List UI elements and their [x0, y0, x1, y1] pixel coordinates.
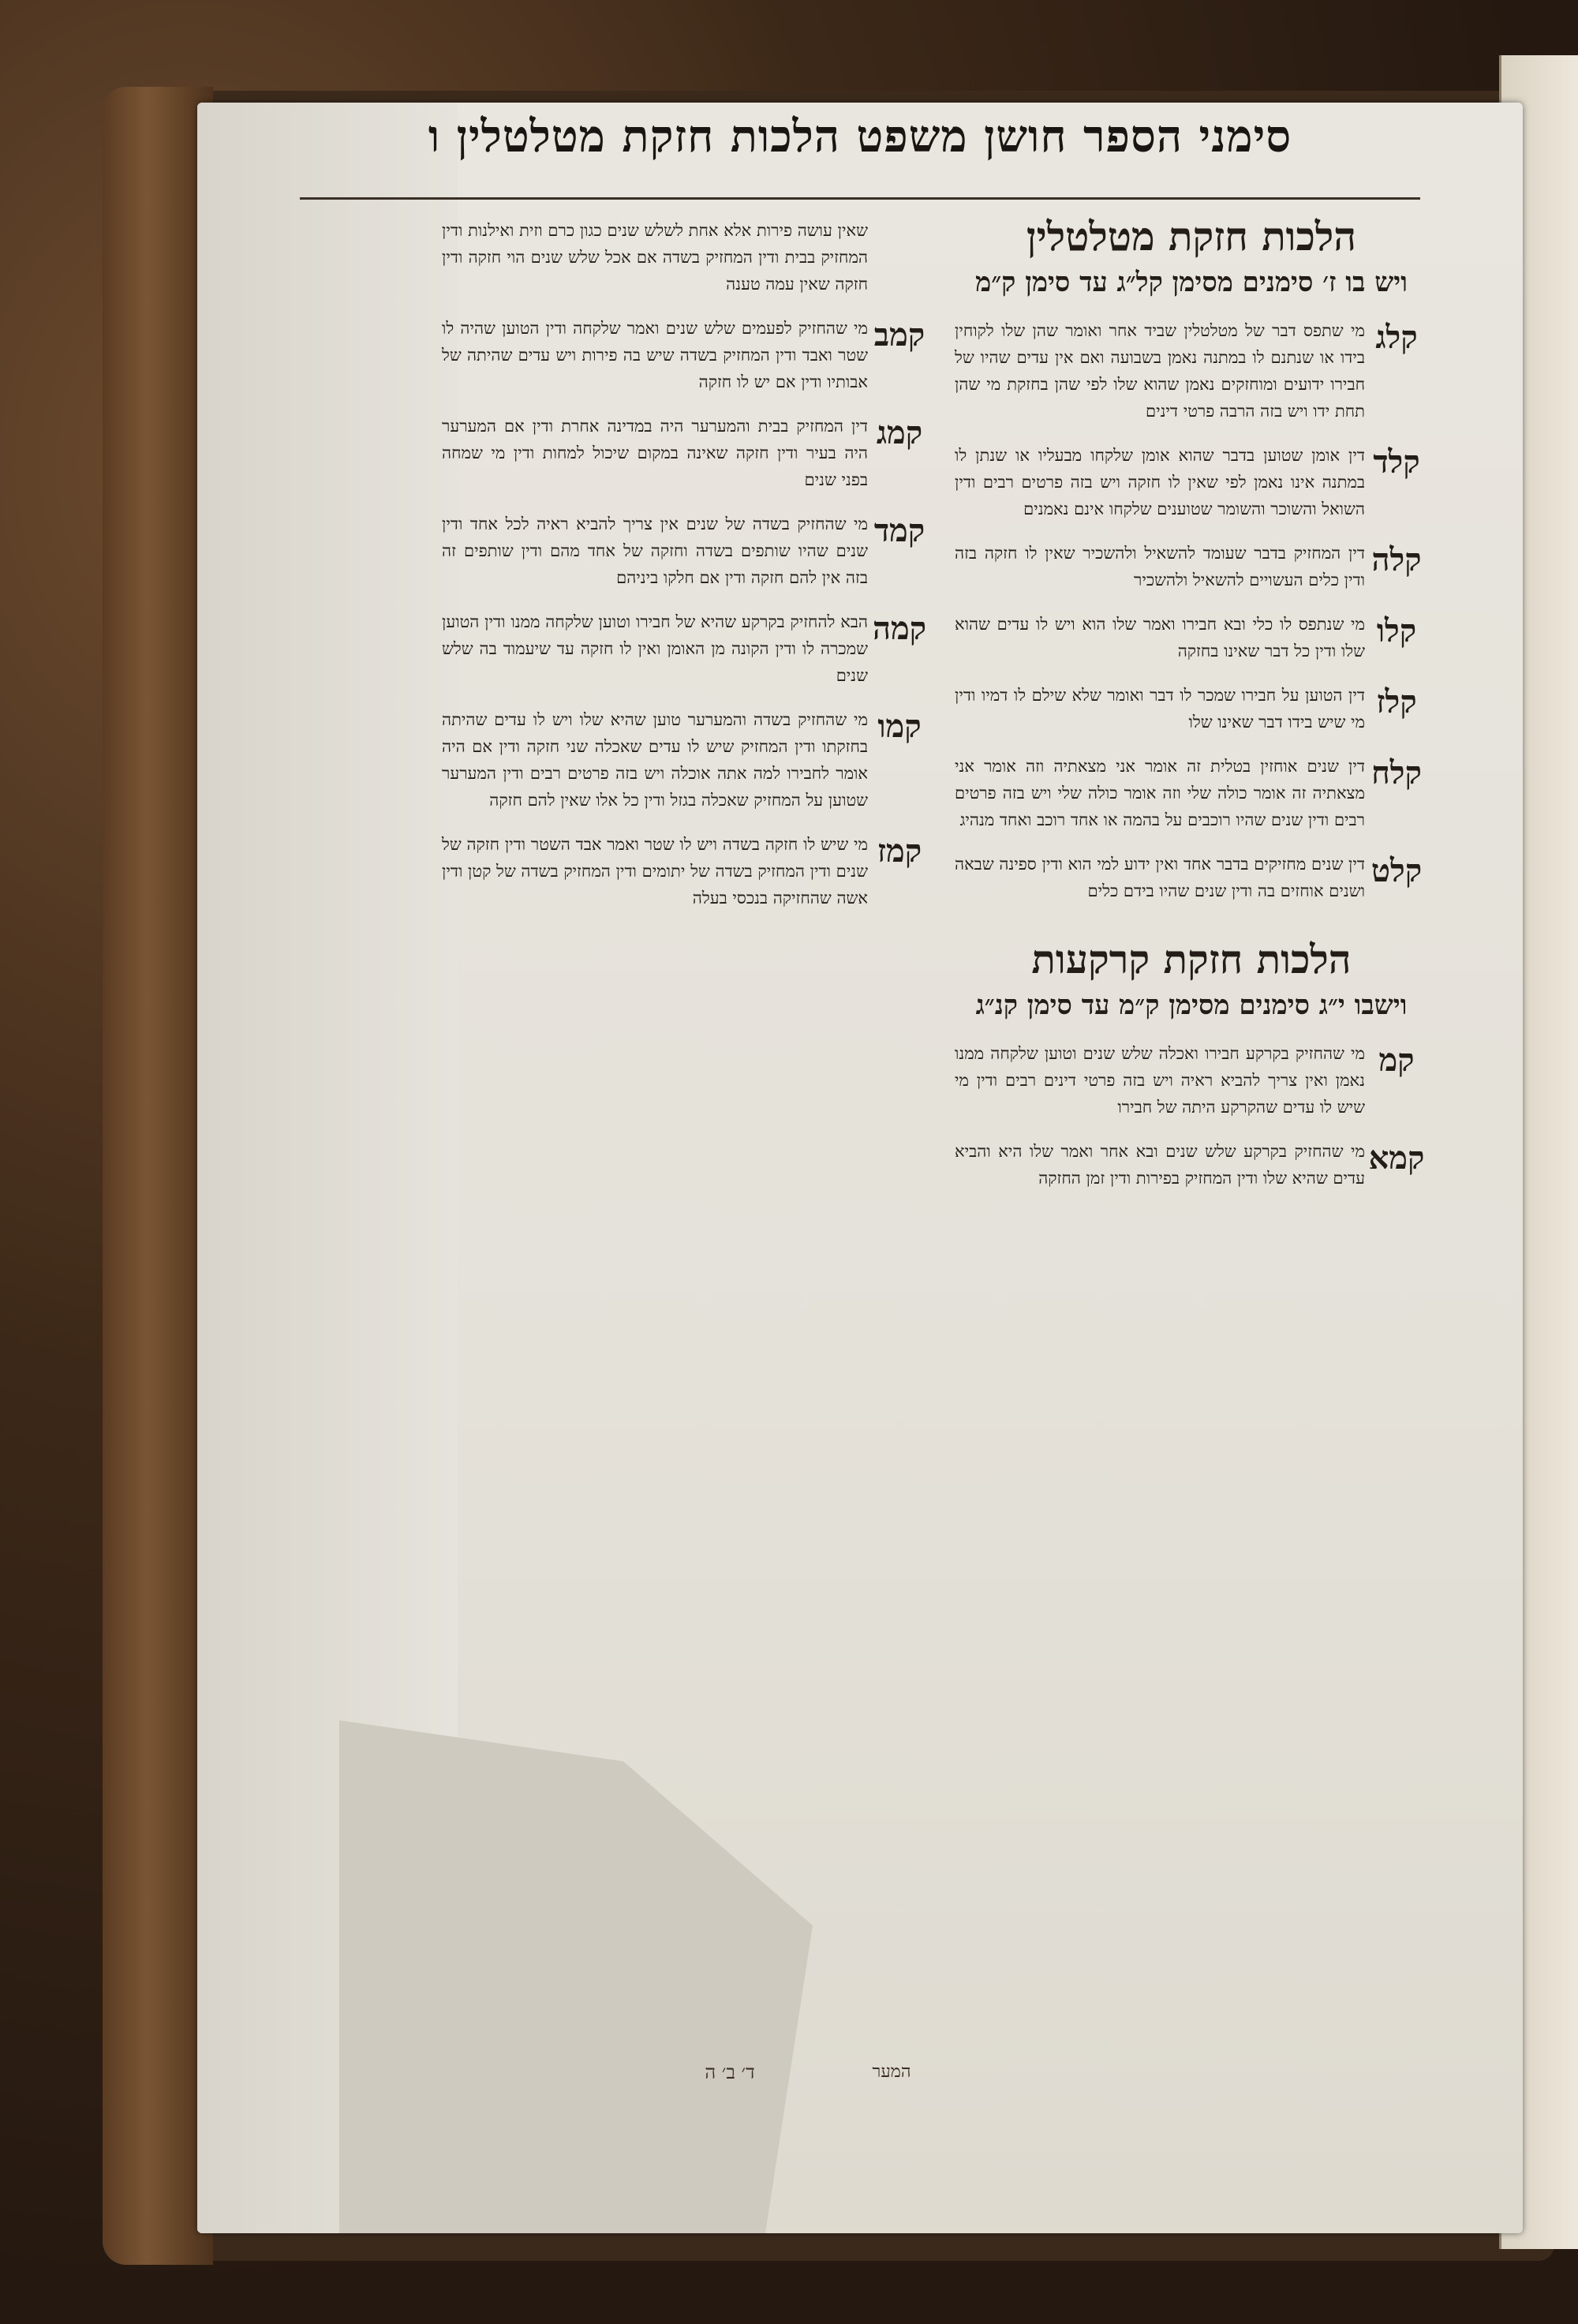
- siman-number: קמב: [873, 316, 925, 354]
- entries-list: [442, 217, 931, 911]
- siman-text: מי שהחזיק בקרקע חבירו ואכלה שלש שנים וטוען שלקחה ממנו נאמן ואין צריך להביא ראיה ויש בזה פרטי דינים רבים ודין מי שיש לו עדים שהקרקע היתה של חבירו: [955, 1044, 1365, 1117]
- entries-list: [955, 317, 1428, 904]
- siman-number: קלד: [1373, 443, 1420, 481]
- siman-entry: [955, 1138, 1428, 1192]
- siman-entry: [442, 217, 931, 298]
- siman-number: קמא: [1368, 1140, 1425, 1177]
- siman-number: קמז: [877, 833, 922, 870]
- siman-text: שאין עושה פירות אלא אחת לשלש שנים כגון כרם וזית ואילנות ודין המחזיק בבית ודין המחזיק בשדה אם אכל שלש שנים הוי חזקה ודין חזקה שאין עמה טענה: [442, 221, 868, 294]
- siman-entry: [955, 1040, 1428, 1121]
- siman-entry: [955, 753, 1428, 833]
- siman-text: מי שהחזיק בקרקע שלש שנים ובא אחר ואמר שלו היא והביא עדים שהיא שלו ודין המחזיק בפירות ודין זמן החזקה: [955, 1142, 1365, 1188]
- siman-entry: [955, 540, 1428, 593]
- siman-entry: [442, 315, 931, 395]
- siman-entry: [442, 831, 931, 911]
- siman-number: קמה: [872, 610, 927, 647]
- siman-entry: [442, 706, 931, 814]
- entries-list: [955, 1040, 1428, 1192]
- siman-text: דין המחזיק בדבר שעומד להשאיל ולהשכיר שאין לו חזקה בזה ודין כלים העשויים להשאיל ולהשכיר: [955, 544, 1365, 589]
- siman-number: קלח: [1371, 754, 1422, 792]
- siman-text: מי שהחזיק בשדה של שנים אין צריך להביא ראיה לכל אחד ודין שנים שהיו שותפים בשדה וחזקה של אחד מהם ודין שותפים זה בזה אין להם חזקה ודין אם חלקו ביניהם: [442, 515, 868, 587]
- siman-number: קלג: [1375, 319, 1418, 356]
- page-bottom-marks: ד׳ ב׳ ה: [705, 2061, 755, 2083]
- siman-entry: [442, 511, 931, 591]
- section-title: הלכות חזקת מטלטלין: [1026, 213, 1357, 260]
- siman-entry: [442, 413, 931, 493]
- siman-number: קלז: [1376, 683, 1417, 720]
- siman-text: מי שיש לו חזקה בשדה ויש לו שטר ואמר אבד השטר ודין חזקה של שנים ודין המחזיק בשדה של יתומים ודין המחזיק בשדה של קטן ודין אשה שהחזיקה בנכסי בעלה: [442, 835, 868, 908]
- siman-number: קלו: [1376, 612, 1417, 649]
- siman-entry: [955, 851, 1428, 904]
- siman-text: דין שנים מחזיקים בדבר אחד ואין ידוע למי הוא ודין ספינה שבאה ושנים אוחזים בה ודין שנים שהיו בידם כלים: [955, 855, 1365, 900]
- siman-number: קמג: [876, 414, 923, 451]
- siman-entry: [442, 608, 931, 689]
- siman-text: דין אומן שטוען בדבר שהוא אומן שלקחו מבעליו או שנתן לו במתנה אינו נאמן לפי שאין לו חזקה ויש בזה פרטים רבים ודין השואל והשוכר והשומר שטוענים שלקחו אינם נאמנים: [955, 446, 1365, 518]
- section-subtitle: וישבו י״ג סימנים מסימן ק״מ עד סימן קנ״ג: [975, 990, 1408, 1021]
- siman-entry: [955, 442, 1428, 522]
- siman-number: קמד: [873, 512, 925, 549]
- siman-text: מי שתפס דבר של מטלטלין שביד אחר ואומר שהן שלו לקוחין בידו או שנתנם לו במתנה נאמן בשבועה ואם אין עדים שהיו של חבירו ידועים ומוחזקים נאמן שהוא שלו לפי שהן בחזקת מי שהן תחת ידו ויש בזה הרבה פרטי דינים: [955, 321, 1365, 421]
- right-text-column: [955, 213, 1428, 1949]
- siman-text: דין המחזיק בבית והמערער היה במדינה אחרת ודין אם המערער היה בעיר ודין חזקה שאינה במקום שיכול למחות ודין מי שמחה בפני שנים: [442, 417, 868, 489]
- section-title: הלכות חזקת קרקעות: [1031, 936, 1352, 982]
- siman-text: דין שנים אוחזין בטלית זה אומר אני מצאתיה וזה אומר אני מצאתיה זה אומר כולה שלי וזה אומר כולה שלי ויש בזה פרטים רבים ודין שנים שהיו רוכבים על בהמה או אחד רוכב ואחד מנהיג: [955, 757, 1365, 829]
- siman-entry: [955, 317, 1428, 425]
- siman-number: קמו: [877, 708, 922, 745]
- section-subtitle: ויש בו ז׳ סימנים מסימן קל״ג עד סימן ק״מ: [975, 267, 1408, 298]
- siman-number: קלט: [1370, 852, 1423, 889]
- left-text-column: [442, 217, 931, 2071]
- siman-number: קמ: [1378, 1042, 1415, 1079]
- running-header: סימני הספר חושן משפט הלכות חזקת מטלטלין ו: [300, 110, 1420, 200]
- siman-entry: [955, 682, 1428, 735]
- siman-text: מי שהחזיק בשדה והמערער טוען שהיא שלו ויש לו עדים שהיתה בחזקתו ודין המחזיק שיש לו עדים שאכלה שני חזקה ודין אם היה אומר לחבירו למה אתה אוכלה ויש בזה פרטים רבים ודין המערער שטוען על המחזיק שאכלה בגזל ודין כל אלו שאין להם חזקה: [442, 710, 868, 810]
- siman-text: מי שהחזיק לפעמים שלש שנים ואמר שלקחה ודין הטוען שהיה לו שטר ואבד ודין המחזיק בשדה שיש בה פירות ויש עדים שהיתה של אבותיו ודין אם יש לו חזקה: [442, 319, 868, 391]
- second-section: [955, 936, 1428, 1192]
- siman-text: הבא להחזיק בקרקע שהיא של חבירו וטוען שלקחה ממנו ודין הטוען שמכרה לו ודין הקונה מן האומן ואין לו חזקה עד שיעמוד בה שלש שנים: [442, 612, 868, 685]
- siman-text: מי שנתפס לו כלי ובא חבירו ואמר שלו הוא ויש לו עדים שהוא שלו ודין כל דבר שאינו בחזקה: [955, 615, 1365, 661]
- siman-number: [868, 217, 931, 298]
- leather-binding-edge: [103, 87, 213, 2265]
- siman-entry: [955, 611, 1428, 664]
- siman-text: דין הטוען על חבירו שמכר לו דבר ואומר שלא שילם לו דמיו ודין מי שיש בידו דבר שאינו שלו: [955, 686, 1365, 732]
- siman-number: קלה: [1371, 541, 1422, 578]
- catchword: המער: [872, 2062, 911, 2082]
